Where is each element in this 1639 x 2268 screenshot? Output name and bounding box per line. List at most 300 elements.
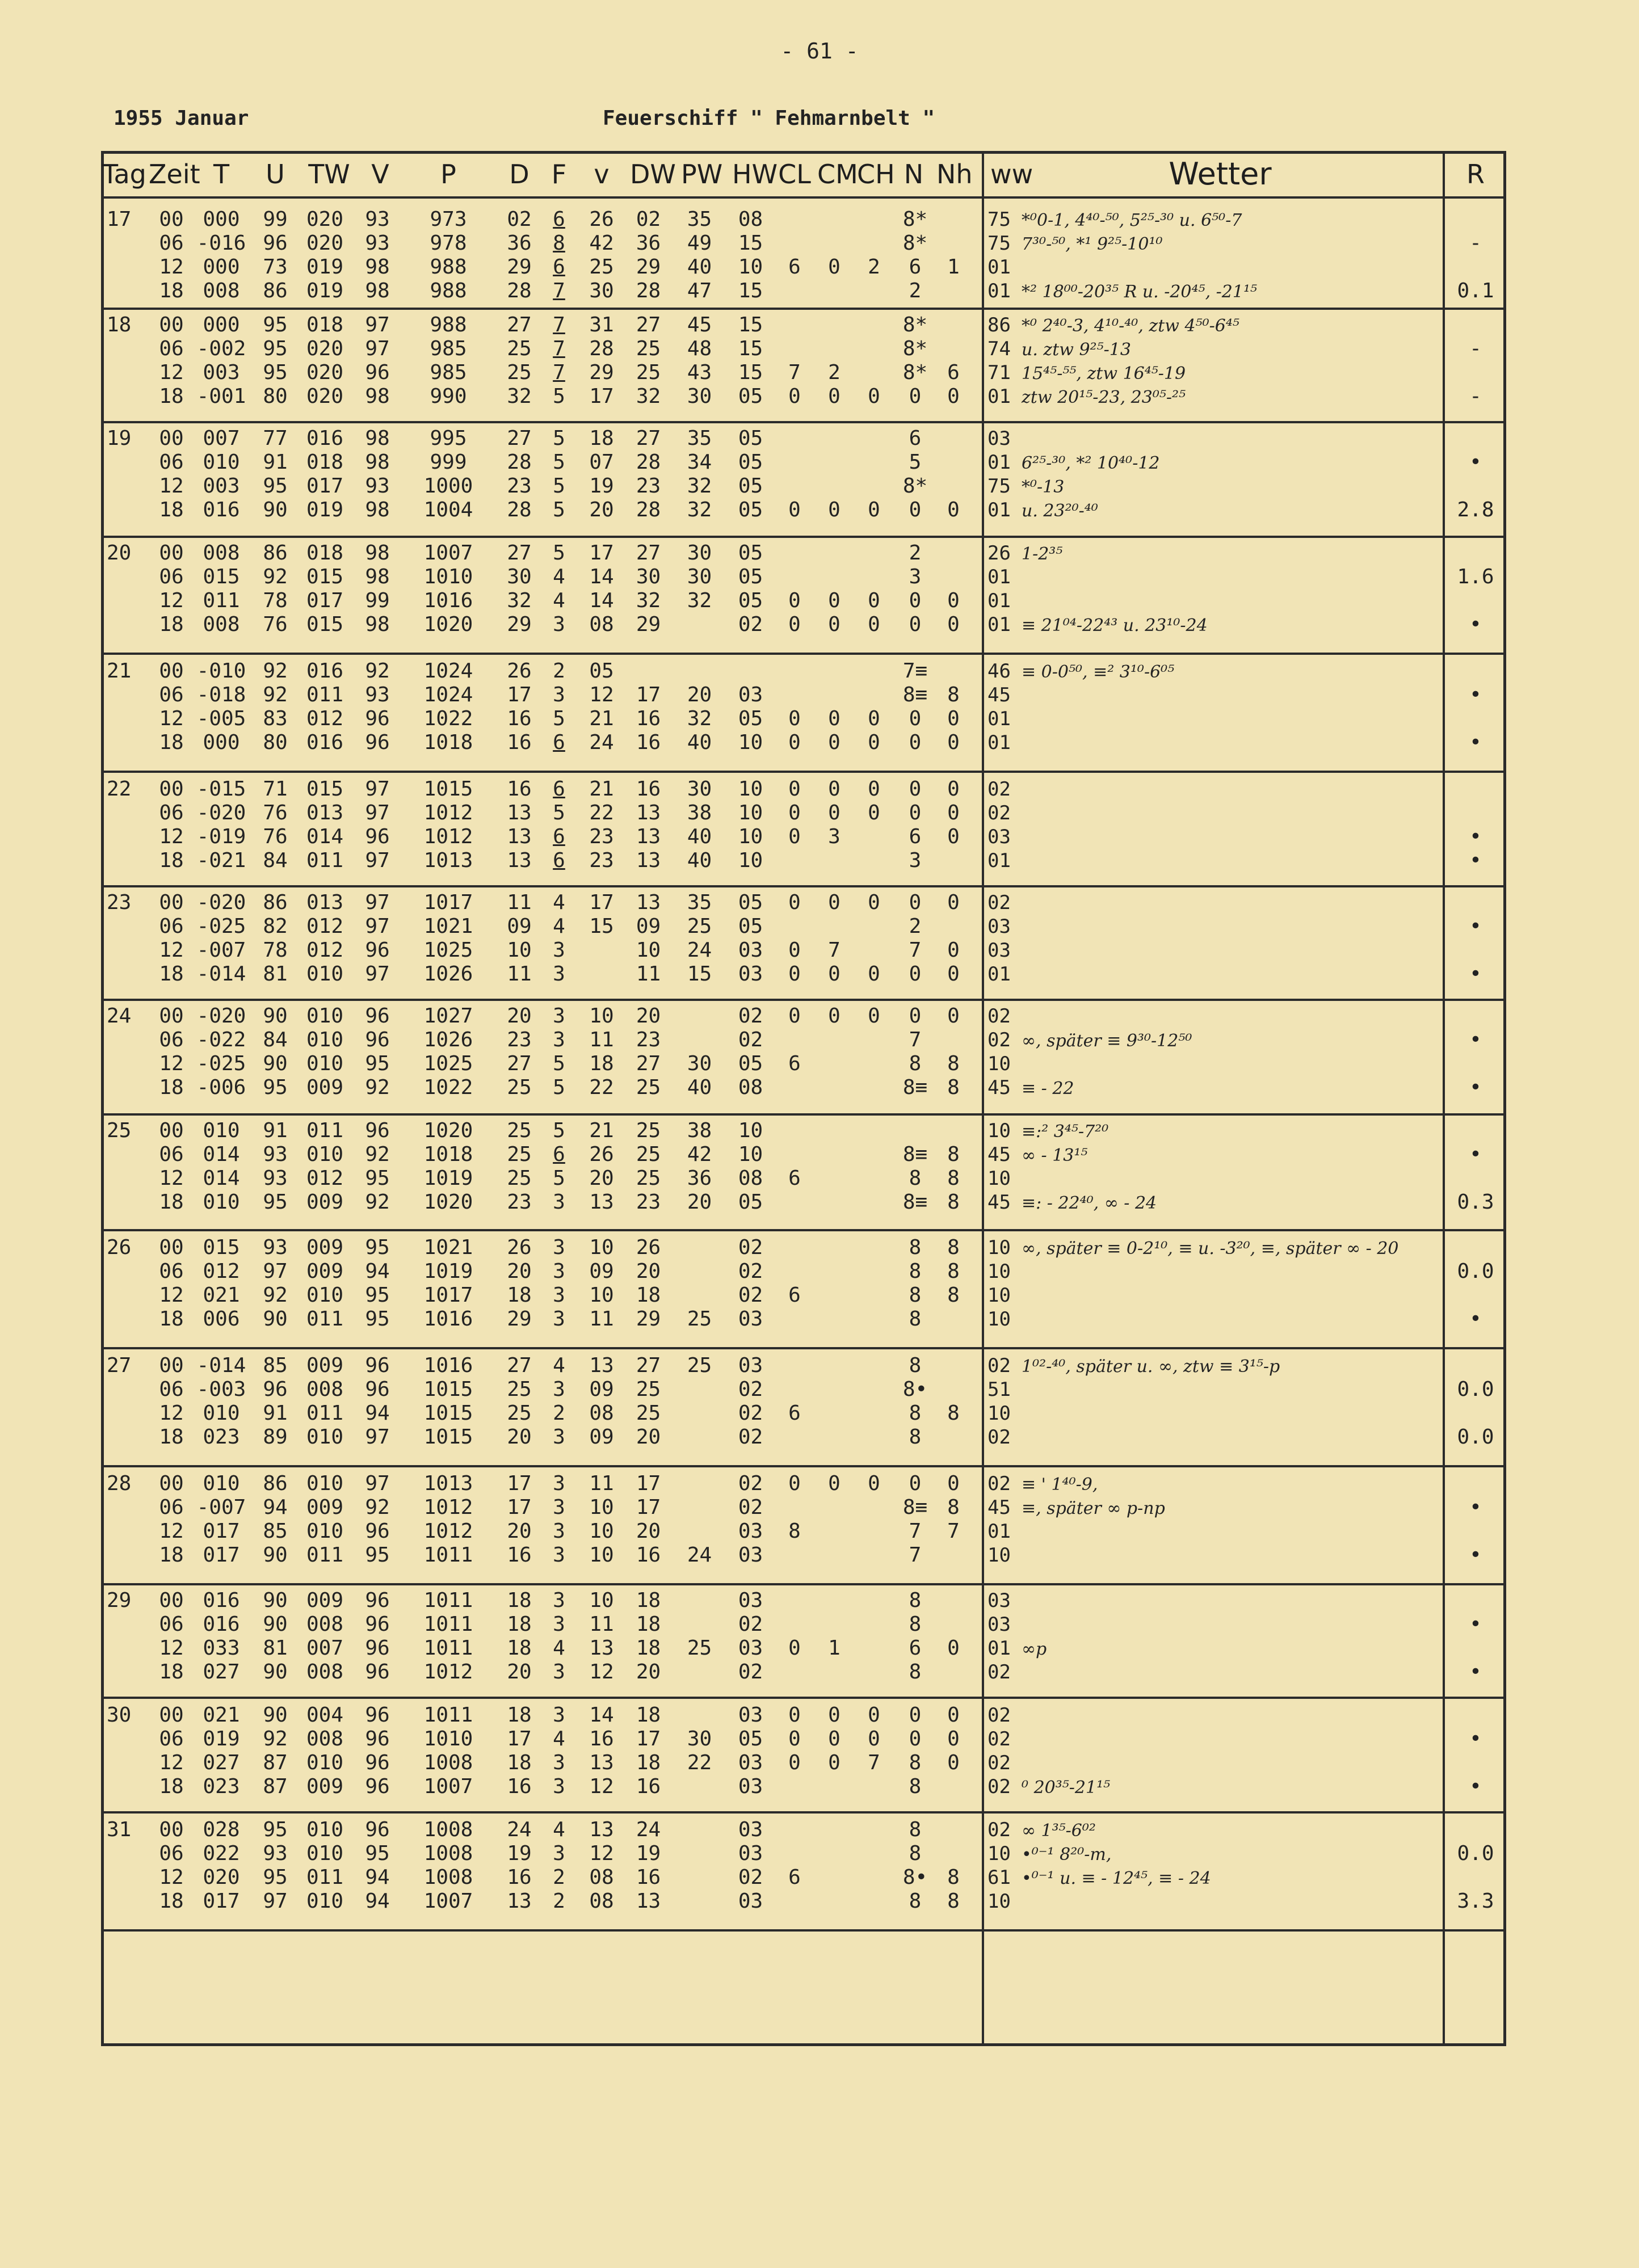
cell-hw: 15 (738, 279, 763, 302)
cell-zeit: 12 (159, 361, 184, 384)
cell-f: 5 (553, 1167, 565, 1190)
cell-pw (675, 1472, 724, 1496)
cell-v: 26 (589, 208, 614, 231)
cell-cm: 3 (828, 825, 840, 848)
cell-nh: 0 (947, 825, 960, 848)
cell-zeit: 18 (159, 731, 184, 754)
cell-f: 3 (553, 1520, 565, 1543)
cell-hw: 03 (738, 1818, 763, 1841)
cell-p: 1019 (423, 1167, 473, 1190)
cell-u: 90 (263, 1052, 288, 1075)
wetter-entry (987, 1589, 1442, 1613)
cell-t: 000 (203, 208, 240, 231)
cell-zeit: 06 (159, 337, 184, 360)
cell-u: 84 (263, 1028, 288, 1051)
wetter-entry (987, 1260, 1442, 1284)
cell-zeit: 06 (159, 1143, 184, 1166)
cell-f: 4 (553, 1727, 565, 1751)
cell-nh (934, 474, 973, 498)
r-value: 3.3 (1457, 1890, 1494, 1913)
cell-n: 8 (909, 1425, 922, 1449)
wetter-note: 7³⁰-⁵⁰, *¹ 9²⁵-10¹⁰ (1022, 234, 1163, 254)
cell-ch (857, 337, 891, 361)
wetter-entry (987, 1004, 1442, 1028)
cell-ch (857, 474, 891, 498)
cell-cm: 0 (828, 498, 840, 521)
cell-cl (778, 849, 812, 873)
cell-nh: 0 (947, 1751, 960, 1774)
cell-n: 8 (909, 1402, 922, 1425)
cell-f: 6 (553, 849, 565, 872)
cell-v: 95 (365, 1543, 390, 1567)
cell-v: 99 (365, 589, 390, 612)
r-value: • (1469, 1307, 1482, 1331)
cell-p: 985 (430, 337, 467, 360)
cell-p: 1019 (423, 1260, 473, 1283)
cell-cl: 0 (788, 731, 801, 754)
cell-dw: 16 (636, 707, 661, 730)
cell-cm (817, 1496, 851, 1520)
cell-zeit: 06 (159, 232, 184, 255)
cell-zeit: 06 (159, 1496, 184, 1519)
cell-cm (817, 1818, 851, 1842)
cell-pw (675, 1866, 724, 1890)
cell-tw: 010 (306, 1028, 344, 1051)
cell-cm (817, 1028, 851, 1052)
cell-pw: 25 (687, 1354, 712, 1377)
cell-cm (817, 1378, 851, 1402)
cell-v: 14 (589, 589, 614, 612)
ww-code: 46 (987, 660, 1011, 683)
cell-t: 017 (203, 1543, 240, 1567)
wetter-entry (987, 777, 1442, 801)
wetter-entry (987, 683, 1442, 707)
cell-cm (817, 565, 851, 589)
cell-dw: 27 (636, 1354, 661, 1377)
cell-pw: 40 (687, 255, 712, 279)
cell-v: 25 (589, 255, 614, 279)
cell-v: 95 (365, 1842, 390, 1865)
wetter-note: ≡, später ∞ p-np (1022, 1499, 1165, 1518)
cell-v: 08 (589, 1866, 614, 1889)
cell-v: 12 (589, 1775, 614, 1798)
cell-v: 96 (365, 1354, 390, 1377)
cell-u: 96 (263, 1378, 288, 1401)
cell-tw: 020 (306, 208, 344, 231)
cell-f: 5 (553, 541, 565, 565)
cell-t: -005 (196, 707, 246, 730)
cell-f: 4 (553, 589, 565, 612)
cell-ch (857, 451, 891, 474)
column-header-u: U (266, 159, 285, 190)
cell-t: 010 (203, 1472, 240, 1495)
wetter-note: ≡: - 22⁴⁰, ∞ - 24 (1022, 1193, 1157, 1213)
cell-p: 1013 (423, 1472, 473, 1495)
cell-v: 92 (365, 1496, 390, 1519)
cell-tw: 015 (306, 613, 344, 636)
cell-d: 25 (507, 1143, 532, 1166)
cell-nh (934, 915, 973, 939)
cell-pw: 30 (687, 385, 712, 408)
cell-f: 5 (553, 707, 565, 730)
cell-f: 3 (553, 1472, 565, 1495)
cell-cl (778, 1378, 812, 1402)
cell-hw: 08 (738, 208, 763, 231)
cell-tw: 017 (306, 589, 344, 612)
r-value: • (1469, 451, 1482, 474)
cell-ch (857, 1167, 891, 1190)
cell-dw: 23 (636, 1190, 661, 1214)
cell-v: 92 (365, 1143, 390, 1166)
cell-d: 26 (507, 659, 532, 683)
cell-d: 11 (507, 962, 532, 986)
cell-ch (857, 427, 891, 451)
cell-p: 1021 (423, 915, 473, 938)
cell-ch (857, 1425, 891, 1449)
cell-v: 95 (365, 1284, 390, 1307)
cell-v: 12 (589, 1842, 614, 1865)
column-header-zeit: Zeit (149, 159, 200, 190)
cell-f: 5 (553, 451, 565, 474)
cell-v: 05 (589, 659, 614, 683)
cell-v: 31 (589, 313, 614, 336)
cell-dw: 30 (636, 565, 661, 588)
cell-p: 1008 (423, 1751, 473, 1774)
wetter-entry (987, 232, 1442, 255)
cell-dw: 25 (636, 337, 661, 360)
cell-nh (934, 541, 973, 565)
cell-u: 78 (263, 589, 288, 612)
cell-v: 97 (365, 962, 390, 986)
cell-u: 77 (263, 427, 288, 450)
cell-p: 1011 (423, 1589, 473, 1612)
wetter-entry (987, 613, 1442, 637)
cell-ch (857, 361, 891, 385)
wetter-entry (987, 1167, 1442, 1190)
wetter-entry (987, 1028, 1442, 1052)
cell-n: 8* (902, 232, 928, 255)
cell-hw: 05 (738, 541, 763, 565)
cell-pw (675, 1028, 724, 1052)
cell-d: 29 (507, 255, 532, 279)
cell-pw: 25 (687, 1636, 712, 1660)
cell-nh: 1 (947, 255, 960, 279)
cell-p: 988 (430, 279, 467, 302)
cell-zeit: 12 (159, 1866, 184, 1889)
cell-pw (675, 1842, 724, 1866)
cell-hw: 02 (738, 1402, 763, 1425)
wetter-note: *⁰0-1, 4⁴⁰-⁵⁰, 5²⁵-³⁰ u. 6⁵⁰-7 (1022, 211, 1242, 230)
cell-hw: 02 (738, 1425, 763, 1449)
cell-cm (817, 474, 851, 498)
cell-cl: 0 (788, 1472, 801, 1495)
ww-code: 75 (987, 232, 1011, 255)
wetter-entry (987, 1751, 1442, 1775)
cell-u: 97 (263, 1260, 288, 1283)
cell-n: 7 (909, 1028, 922, 1051)
cell-zeit: 18 (159, 1660, 184, 1684)
cell-n: 8≡ (902, 1496, 928, 1519)
wetter-entry (987, 361, 1442, 385)
wetter-entry (987, 659, 1442, 683)
cell-dw: 25 (636, 1402, 661, 1425)
cell-cl (778, 915, 812, 939)
cell-zeit: 18 (159, 613, 184, 636)
cell-t: 027 (203, 1751, 240, 1774)
cell-ch: 0 (868, 385, 880, 408)
r-value (1447, 1354, 1504, 1378)
cell-cm (817, 849, 851, 873)
cell-dw: 32 (636, 385, 661, 408)
cell-hw: 08 (738, 1167, 763, 1190)
wetter-entry (987, 1520, 1442, 1543)
cell-ch (857, 1890, 891, 1913)
ww-code: 01 (987, 566, 1011, 588)
cell-hw: 03 (738, 1775, 763, 1798)
cell-d: 25 (507, 1378, 532, 1401)
cell-cm (817, 1890, 851, 1913)
wetter-entry (987, 313, 1442, 337)
wetter-note: •⁰⁻¹ u. ≡ - 12⁴⁵, ≡ - 24 (1022, 1869, 1211, 1888)
cell-tw: 011 (306, 849, 344, 872)
column-header-dw: DW (630, 159, 676, 190)
cell-v: 26 (589, 1143, 614, 1166)
cell-t: -025 (196, 915, 246, 938)
cell-nh: 8 (947, 1890, 960, 1913)
cell-f: 3 (553, 683, 565, 706)
day-label: 21 (107, 659, 132, 683)
cell-dw (624, 659, 673, 683)
cell-t: 022 (203, 1842, 240, 1865)
cell-n: 8≡ (902, 683, 928, 706)
cell-nh: 0 (947, 707, 960, 730)
cell-tw: 010 (306, 1751, 344, 1774)
cell-v: 07 (589, 451, 614, 474)
cell-d: 20 (507, 1004, 532, 1028)
cell-ch: 0 (868, 613, 880, 636)
cell-pw (675, 1520, 724, 1543)
ww-code: 01 (987, 1520, 1011, 1543)
ww-code: 45 (987, 1191, 1011, 1214)
cell-f: 3 (553, 1260, 565, 1283)
cell-dw: 09 (636, 915, 661, 938)
cell-pw (675, 1775, 724, 1799)
cell-pw: 32 (687, 707, 712, 730)
r-value (1447, 1589, 1504, 1613)
wetter-note: 1-2³⁵ (1022, 544, 1063, 564)
day-label: 29 (107, 1589, 132, 1612)
cell-t: -002 (196, 337, 246, 360)
cell-v: 96 (365, 707, 390, 730)
cell-v: 08 (589, 1402, 614, 1425)
cell-d: 25 (507, 1167, 532, 1190)
cell-u: 90 (263, 1703, 288, 1727)
cell-f: 5 (553, 1119, 565, 1142)
wetter-entry (987, 801, 1442, 825)
wetter-column-divider (982, 151, 984, 2046)
cell-zeit: 00 (159, 891, 184, 914)
cell-n: 6 (909, 427, 922, 450)
cell-zeit: 00 (159, 313, 184, 336)
ww-code: 74 (987, 338, 1011, 360)
cell-cl (778, 1496, 812, 1520)
r-value: • (1469, 849, 1482, 872)
cell-n: 2 (909, 541, 922, 565)
cell-tw: 019 (306, 255, 344, 279)
cell-tw: 016 (306, 659, 344, 683)
ww-code: 01 (987, 280, 1011, 302)
ww-code: 01 (987, 731, 1011, 754)
cell-tw: 018 (306, 313, 344, 336)
cell-ch (857, 1543, 891, 1567)
day-label: 19 (107, 427, 132, 450)
cell-u: 85 (263, 1354, 288, 1377)
cell-n: 7≡ (902, 659, 928, 683)
cell-cm (817, 915, 851, 939)
cell-cm: 0 (828, 255, 840, 279)
cell-v: 24 (589, 731, 614, 754)
cell-d: 27 (507, 427, 532, 450)
cell-u: 93 (263, 1236, 288, 1259)
cell-t: 023 (203, 1425, 240, 1449)
wetter-entry (987, 1236, 1442, 1260)
wetter-entry (987, 1052, 1442, 1076)
cell-t: 020 (203, 1866, 240, 1889)
cell-zeit: 18 (159, 279, 184, 302)
cell-d: 28 (507, 279, 532, 302)
cell-hw: 15 (738, 337, 763, 360)
cell-n: 0 (909, 801, 922, 824)
cell-nh (934, 279, 973, 303)
cell-u: 95 (263, 1818, 288, 1841)
cell-p: 1012 (423, 801, 473, 824)
cell-v: 21 (589, 777, 614, 801)
cell-hw: 05 (738, 385, 763, 408)
cell-p: 978 (430, 232, 467, 255)
cell-pw: 30 (687, 1727, 712, 1751)
day-divider (101, 1811, 1506, 1813)
cell-f: 4 (553, 915, 565, 938)
cell-v: 17 (589, 385, 614, 408)
cell-f: 3 (553, 1284, 565, 1307)
r-value (1447, 1236, 1504, 1260)
cell-hw: 08 (738, 1076, 763, 1099)
r-value: - (1469, 385, 1482, 408)
cell-p: 1010 (423, 1727, 473, 1751)
cell-t: -022 (196, 1028, 246, 1051)
wetter-entry (987, 498, 1442, 522)
cell-zeit: 12 (159, 1636, 184, 1660)
cell-d: 17 (507, 1472, 532, 1495)
cell-v: 12 (589, 683, 614, 706)
ww-code: 45 (987, 1496, 1011, 1519)
cell-d: 11 (507, 891, 532, 914)
wetter-entry (987, 1190, 1442, 1214)
day-label: 18 (107, 313, 132, 336)
cell-zeit: 18 (159, 385, 184, 408)
wetter-entry (987, 474, 1442, 498)
cell-zeit: 12 (159, 1052, 184, 1075)
cell-tw: 012 (306, 939, 344, 962)
cell-pw (675, 1613, 724, 1636)
cell-t: -014 (196, 962, 246, 986)
cell-cl: 6 (788, 1402, 801, 1425)
cell-v: 10 (589, 1543, 614, 1567)
cell-t: 033 (203, 1636, 240, 1660)
cell-dw: 16 (636, 1866, 661, 1889)
cell-hw: 05 (738, 1052, 763, 1075)
wetter-entry (987, 541, 1442, 565)
cell-cm: 0 (828, 1472, 840, 1495)
cell-pw (675, 1589, 724, 1613)
cell-ch (857, 1236, 891, 1260)
ww-code: 75 (987, 475, 1011, 498)
cell-u: 90 (263, 1004, 288, 1028)
column-header-n: N (903, 159, 924, 190)
cell-tw: 007 (306, 1636, 344, 1660)
cell-n: 0 (909, 962, 922, 986)
cell-d: 28 (507, 498, 532, 521)
cell-nh (934, 1028, 973, 1052)
cell-cl: 0 (788, 1636, 801, 1660)
cell-tw: 009 (306, 1076, 344, 1099)
cell-u: 92 (263, 565, 288, 588)
cell-cm (817, 279, 851, 303)
cell-f: 5 (553, 385, 565, 408)
cell-p: 1024 (423, 683, 473, 706)
ww-code: 02 (987, 1819, 1011, 1841)
cell-cm (817, 451, 851, 474)
cell-ch (857, 1354, 891, 1378)
cell-p: 1016 (423, 589, 473, 612)
cell-ch (857, 1402, 891, 1425)
cell-pw: 49 (687, 232, 712, 255)
cell-cl: 0 (788, 1703, 801, 1727)
column-header-cl: CL (778, 159, 811, 190)
cell-n: 8 (909, 1307, 922, 1331)
cell-d: 13 (507, 1890, 532, 1913)
cell-d: 27 (507, 1354, 532, 1377)
cell-u: 86 (263, 541, 288, 565)
cell-cl (778, 313, 812, 337)
cell-p: 1013 (423, 849, 473, 872)
cell-dw: 32 (636, 589, 661, 612)
cell-cm: 0 (828, 1727, 840, 1751)
cell-nh (934, 1119, 973, 1143)
r-value: • (1469, 962, 1482, 986)
cell-nh: 8 (947, 683, 960, 706)
r-value (1447, 1167, 1504, 1190)
cell-u: 91 (263, 1402, 288, 1425)
cell-f: 5 (553, 1052, 565, 1075)
ww-code: 02 (987, 891, 1011, 914)
cell-zeit: 18 (159, 1543, 184, 1567)
day-divider (101, 421, 1506, 423)
cell-n: 8 (909, 1354, 922, 1377)
cell-zeit: 12 (159, 939, 184, 962)
cell-cl (778, 1775, 812, 1799)
cell-nh (934, 1842, 973, 1866)
cell-zeit: 12 (159, 707, 184, 730)
cell-cm: 0 (828, 962, 840, 986)
wetter-entry (987, 915, 1442, 939)
cell-dw: 17 (636, 1727, 661, 1751)
cell-cm (817, 1775, 851, 1799)
cell-cl: 0 (788, 801, 801, 824)
cell-v: 10 (589, 1236, 614, 1259)
r-value: 0.0 (1457, 1425, 1494, 1449)
cell-tw: 019 (306, 279, 344, 302)
